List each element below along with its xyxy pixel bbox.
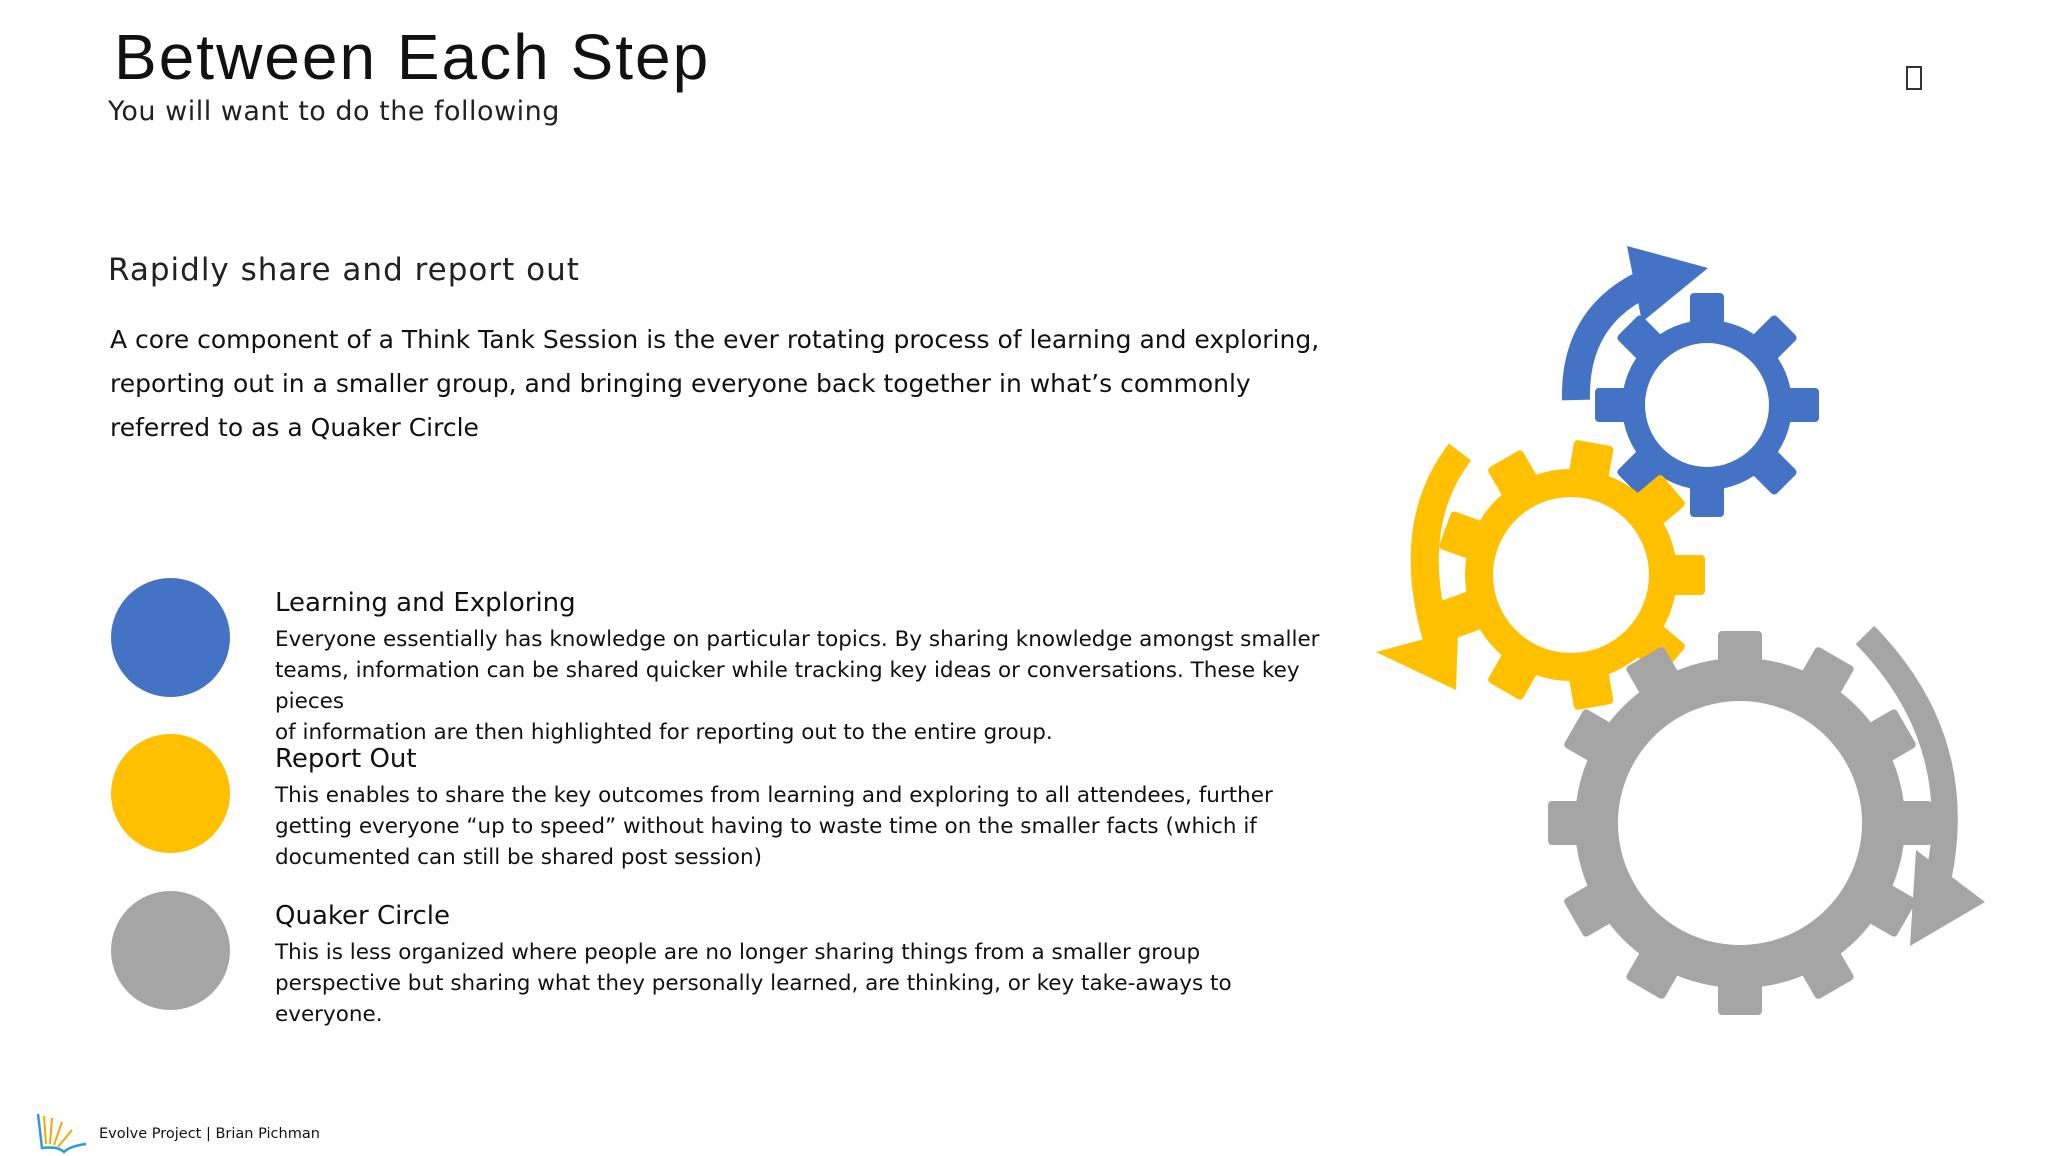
blue-gear-icon <box>1595 293 1819 517</box>
section-body-line: reporting out in a smaller group, and bringing everyone back together in what’s commonly <box>110 369 1251 398</box>
yellow-arrow-icon <box>1376 452 1460 690</box>
item-description-line: This enables to share the key outcomes from learning and exploring to all attendees, further <box>275 783 1273 808</box>
item-description-line: teams, information can be shared quicker while tracking key ideas or conversations. These key pieces <box>275 658 1300 714</box>
section-body <box>110 318 1360 450</box>
item-description-line: everyone. <box>275 1002 383 1027</box>
section-body-line: referred to as a Quaker Circle <box>110 413 479 442</box>
blue-circle-icon <box>111 578 230 697</box>
item-description-line: Everyone essentially has knowledge on particular topics. By sharing knowledge amongst smaller <box>275 627 1320 652</box>
item-description-line: This is less organized where people are no longer sharing things from a smaller group <box>275 940 1201 965</box>
item-title: Report Out <box>275 744 417 774</box>
footer-credit: Evolve Project | Brian Pichman <box>99 1126 320 1142</box>
slide-subtitle: You will want to do the following <box>108 96 560 127</box>
book-logo-icon <box>34 1108 90 1156</box>
item-description-line: perspective but sharing what they personally learned, are thinking, or key take-aways to <box>275 971 1232 996</box>
item-description <box>275 780 1375 873</box>
item-description-line: documented can still be shared post session) <box>275 845 763 870</box>
item-title: Learning and Exploring <box>275 588 576 618</box>
item-description <box>275 937 1375 1030</box>
item-description-line: getting everyone “up to speed” without having to waste time on the smaller facts (which if <box>275 814 1257 839</box>
gears-cycle-icon <box>1360 230 2010 1030</box>
slide-title: Between Each Step <box>114 21 711 93</box>
placeholder-box-icon <box>1906 66 1922 90</box>
item-description <box>275 624 1375 748</box>
item-title: Quaker Circle <box>275 901 450 931</box>
item-description-line: of information are then highlighted for reporting out to the entire group. <box>275 720 1053 745</box>
section-body-line: A core component of a Think Tank Session is the ever rotating process of learning and exploring, <box>110 325 1320 354</box>
section-heading: Rapidly share and report out <box>108 252 580 288</box>
yellow-circle-icon <box>111 734 230 853</box>
gray-circle-icon <box>111 891 230 1010</box>
